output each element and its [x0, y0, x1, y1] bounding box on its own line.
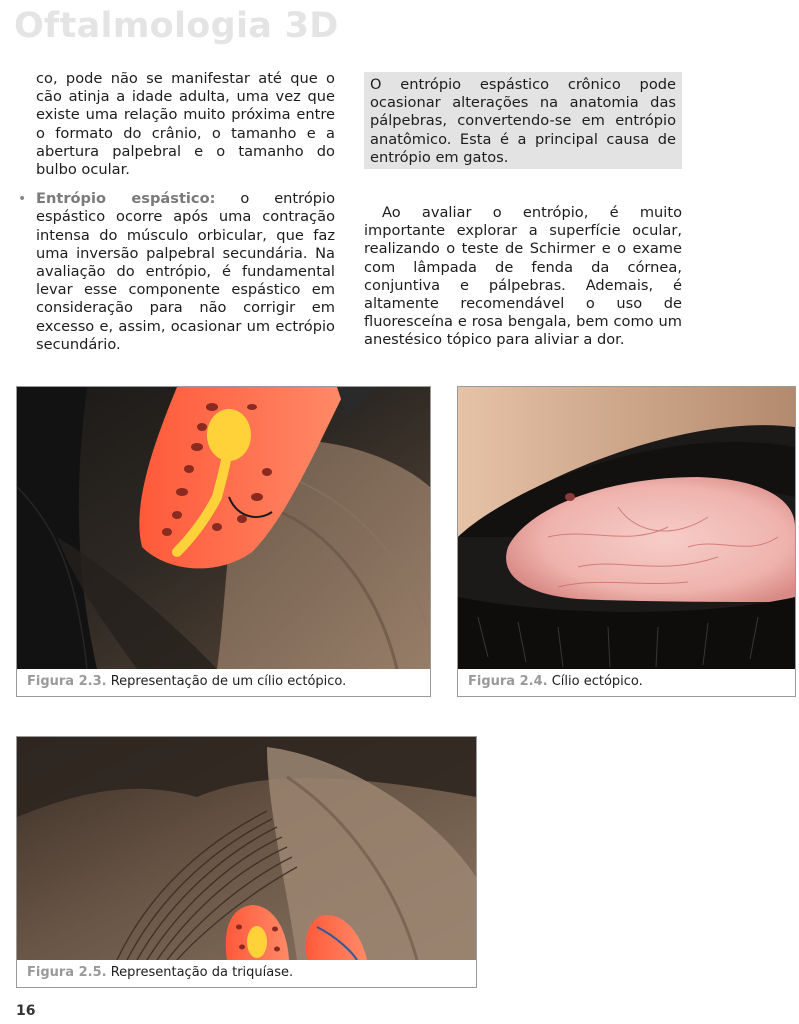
bullet-icon: • — [18, 191, 27, 208]
page-number: 16 — [16, 1003, 36, 1019]
figure-2-4-photo — [458, 387, 795, 669]
figure-2-4-label: Figura 2.4. — [468, 674, 548, 689]
figure-2-3-caption — [27, 674, 346, 689]
right-paragraph: Ao avaliar o entrópio, é muito importante explorar a superfície ocular, realizando o teste de Schirmer e o exame com lâmpada de fenda da córnea, conjuntiva e pálpebras. Ademais, é altamente recomendável o uso de fluoresceína e rosa bengala, bem como um anestésico tópico para aliviar a dor. — [364, 204, 682, 349]
figure-2-5-illustration — [17, 737, 476, 960]
right-text-column — [364, 204, 682, 350]
figure-2-4 — [457, 386, 796, 697]
callout-box — [364, 72, 682, 169]
figure-2-4-caption-text: Cílio ectópico. — [547, 674, 643, 689]
figure-2-3-label: Figura 2.3. — [27, 674, 107, 689]
figure-2-3 — [16, 386, 431, 697]
bullet-item-spastic-entropion — [18, 190, 336, 354]
figure-2-5 — [16, 736, 477, 988]
left-text-column — [18, 70, 336, 354]
figure-2-4-caption — [468, 674, 643, 689]
figure-2-5-caption-text: Representação da triquíase. — [106, 965, 294, 980]
bullet-term: Entrópio espástico: — [36, 190, 216, 208]
callout-text: O entrópio espástico crônico pode ocasionar alterações na anatomia das pálpebras, convertendo-se em entrópio anatômico. Esta é a principal causa de entrópio em gatos. — [370, 76, 676, 166]
running-header-title: Oftalmologia 3D — [14, 6, 339, 46]
bullet-text: o entrópio espástico ocorre após uma contração intensa do músculo orbicular, que faz uma inversão palpebral secundária. Na avaliação do entrópio, é fundamental levar esse componente espástico em consideração para não corrigir em excesso e, assim, ocasionar um ectrópio secundário. — [36, 190, 336, 353]
left-paragraph: co, pode não se manifestar até que o cão atinja a idade adulta, uma vez que existe uma relação muito próxima entre o formato do crânio, o tamanho e a abertura palpebral e o tamanho do bulbo ocular. — [36, 70, 335, 179]
figure-2-3-illustration — [17, 387, 430, 669]
figure-2-5-label: Figura 2.5. — [27, 965, 107, 980]
figure-2-3-caption-text: Representação de um cílio ectópico. — [106, 674, 347, 689]
figure-2-5-caption — [27, 965, 293, 980]
